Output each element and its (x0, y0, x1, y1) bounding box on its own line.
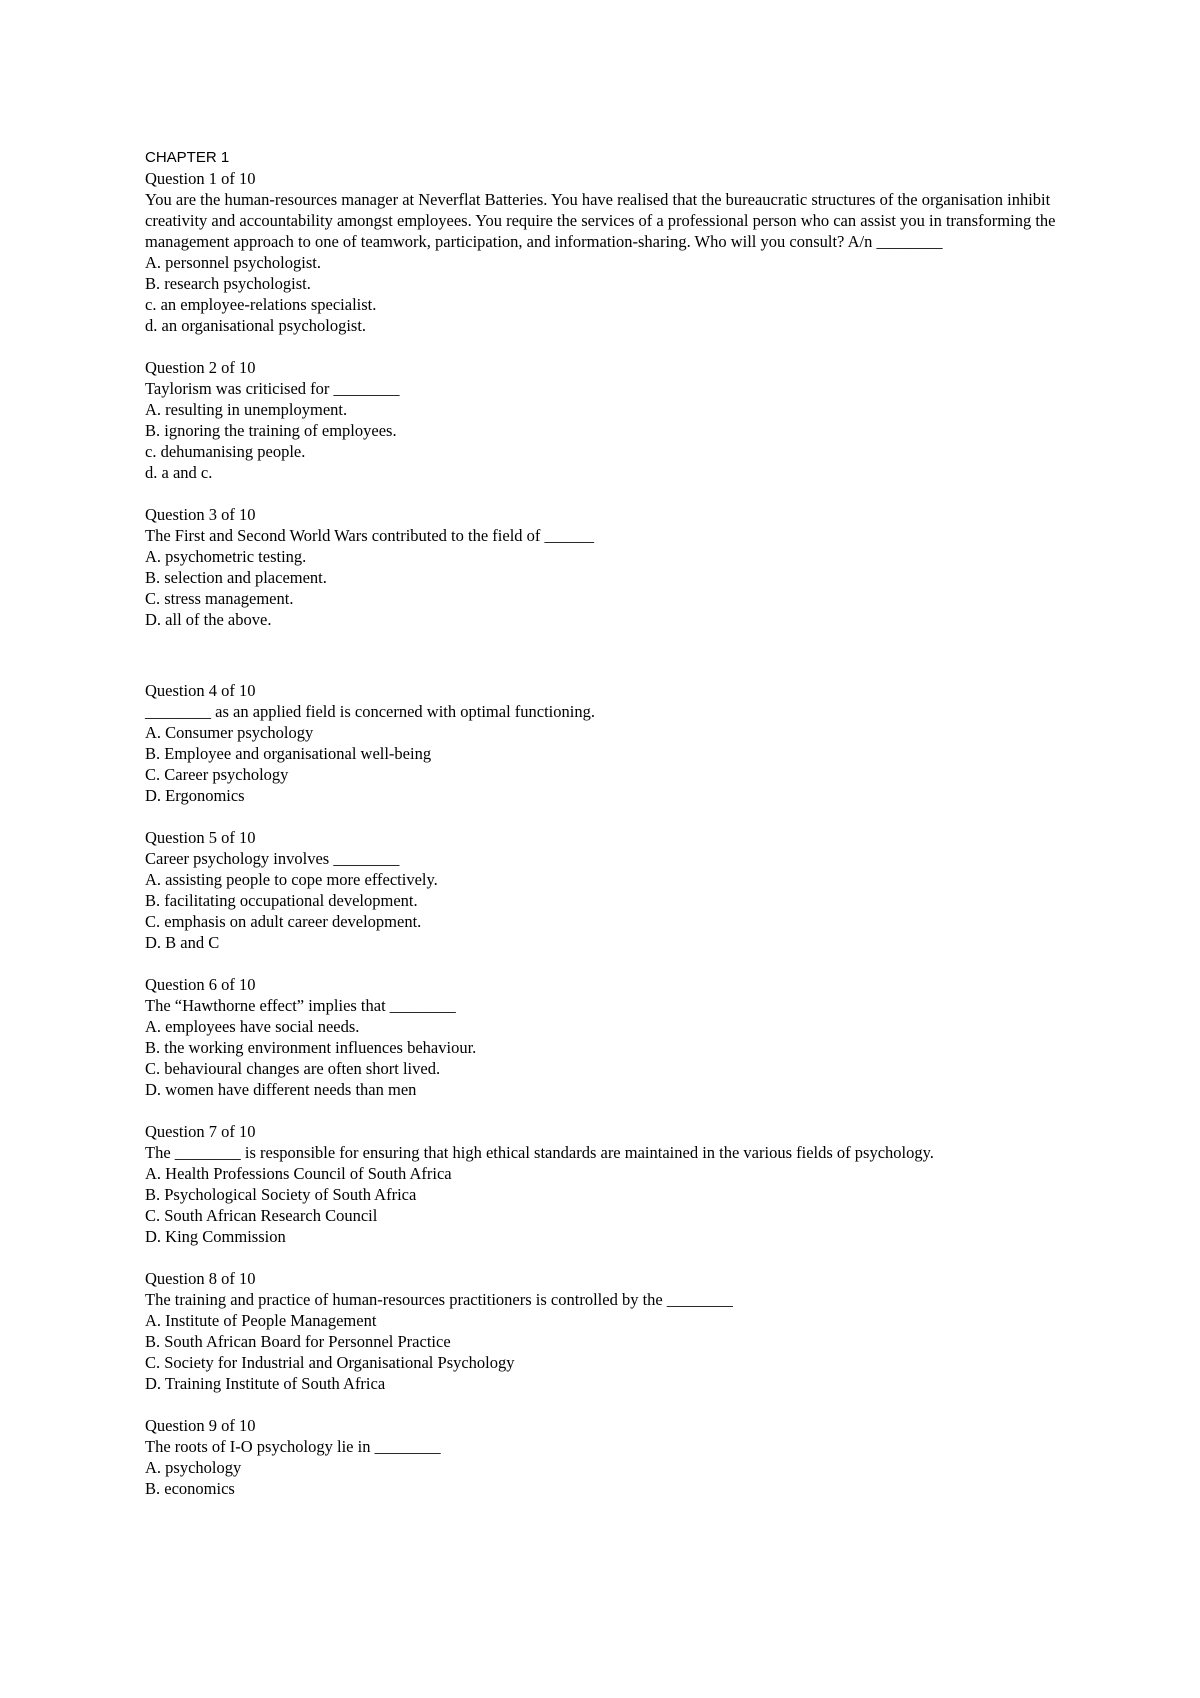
answer-option: C. stress management. (145, 589, 294, 608)
question-title: Question 9 of 10 (145, 1416, 256, 1435)
answer-option: A. personnel psychologist. (145, 253, 321, 272)
question-title: Question 3 of 10 (145, 505, 256, 524)
question-block (145, 1121, 1065, 1247)
answer-option: C. South African Research Council (145, 1206, 378, 1225)
answer-option: D. women have different needs than men (145, 1080, 417, 1099)
question-block (145, 974, 1065, 1100)
answer-option: B. ignoring the training of employees. (145, 421, 397, 440)
answer-option: B. research psychologist. (145, 274, 311, 293)
question-text: The “Hawthorne effect” implies that ________ (145, 996, 456, 1015)
answer-option: B. Psychological Society of South Africa (145, 1185, 417, 1204)
question-title: Question 2 of 10 (145, 358, 256, 377)
answer-option: B. Employee and organisational well-being (145, 744, 432, 763)
question-text: The roots of I-O psychology lie in ________ (145, 1437, 441, 1456)
answer-option: C. emphasis on adult career development. (145, 912, 422, 931)
answer-option: d. an organisational psychologist. (145, 316, 367, 335)
answer-option: c. an employee-relations specialist. (145, 295, 377, 314)
answer-option: B. South African Board for Personnel Practice (145, 1332, 451, 1351)
answer-option: B. economics (145, 1479, 235, 1498)
answer-option: B. facilitating occupational development. (145, 891, 418, 910)
question-title: Question 5 of 10 (145, 828, 256, 847)
document-page (145, 147, 1065, 1499)
answer-option: D. King Commission (145, 1227, 286, 1246)
answer-option: D. Ergonomics (145, 786, 245, 805)
answer-option: c. dehumanising people. (145, 442, 306, 461)
answer-option: d. a and c. (145, 463, 213, 482)
answer-option: A. employees have social needs. (145, 1017, 360, 1036)
question-text: The training and practice of human-resources practitioners is controlled by the ________ (145, 1290, 733, 1309)
answer-option: A. Consumer psychology (145, 723, 314, 742)
answer-option: B. selection and placement. (145, 568, 327, 587)
question-block (145, 680, 1065, 806)
answer-option: C. behavioural changes are often short lived. (145, 1059, 441, 1078)
question-title: Question 6 of 10 (145, 975, 256, 994)
question-text: You are the human-resources manager at Neverflat Batteries. You have realised that the bureaucratic structures of the organisation inhibit creativity and accountability amongst employees. You require the services of a professional person who can assist you in transforming the management approach to one of teamwork, participation, and information-sharing. Who will you consult? A/n ________ (145, 190, 1056, 251)
answer-option: D. Training Institute of South Africa (145, 1374, 386, 1393)
question-text: Taylorism was criticised for ________ (145, 379, 400, 398)
answer-option: D. all of the above. (145, 610, 272, 629)
answer-option: C. Career psychology (145, 765, 289, 784)
chapter-heading: CHAPTER 1 (145, 149, 230, 166)
answer-option: B. the working environment influences behaviour. (145, 1038, 477, 1057)
answer-option: D. B and C (145, 933, 220, 952)
answer-option: A. assisting people to cope more effectively. (145, 870, 438, 889)
answer-option: A. resulting in unemployment. (145, 400, 348, 419)
question-text: The First and Second World Wars contributed to the field of ______ (145, 526, 595, 545)
answer-option: A. psychometric testing. (145, 547, 307, 566)
question-text: ________ as an applied field is concerned with optimal functioning. (145, 702, 595, 721)
answer-option: A. Institute of People Management (145, 1311, 377, 1330)
question-title: Question 7 of 10 (145, 1122, 256, 1141)
question-block (145, 504, 1065, 630)
question-block (145, 1268, 1065, 1394)
answer-option: A. Health Professions Council of South Africa (145, 1164, 452, 1183)
question-title: Question 4 of 10 (145, 681, 256, 700)
question-title: Question 8 of 10 (145, 1269, 256, 1288)
answer-option: C. Society for Industrial and Organisational Psychology (145, 1353, 515, 1372)
question-text: Career psychology involves ________ (145, 849, 400, 868)
question-text: The ________ is responsible for ensuring that high ethical standards are maintained in the various fields of psychology. (145, 1143, 934, 1162)
answer-option: A. psychology (145, 1458, 242, 1477)
question-block (145, 827, 1065, 953)
question-block (145, 357, 1065, 483)
question-block (145, 1415, 1065, 1499)
question-block (145, 168, 1065, 336)
question-title: Question 1 of 10 (145, 169, 256, 188)
